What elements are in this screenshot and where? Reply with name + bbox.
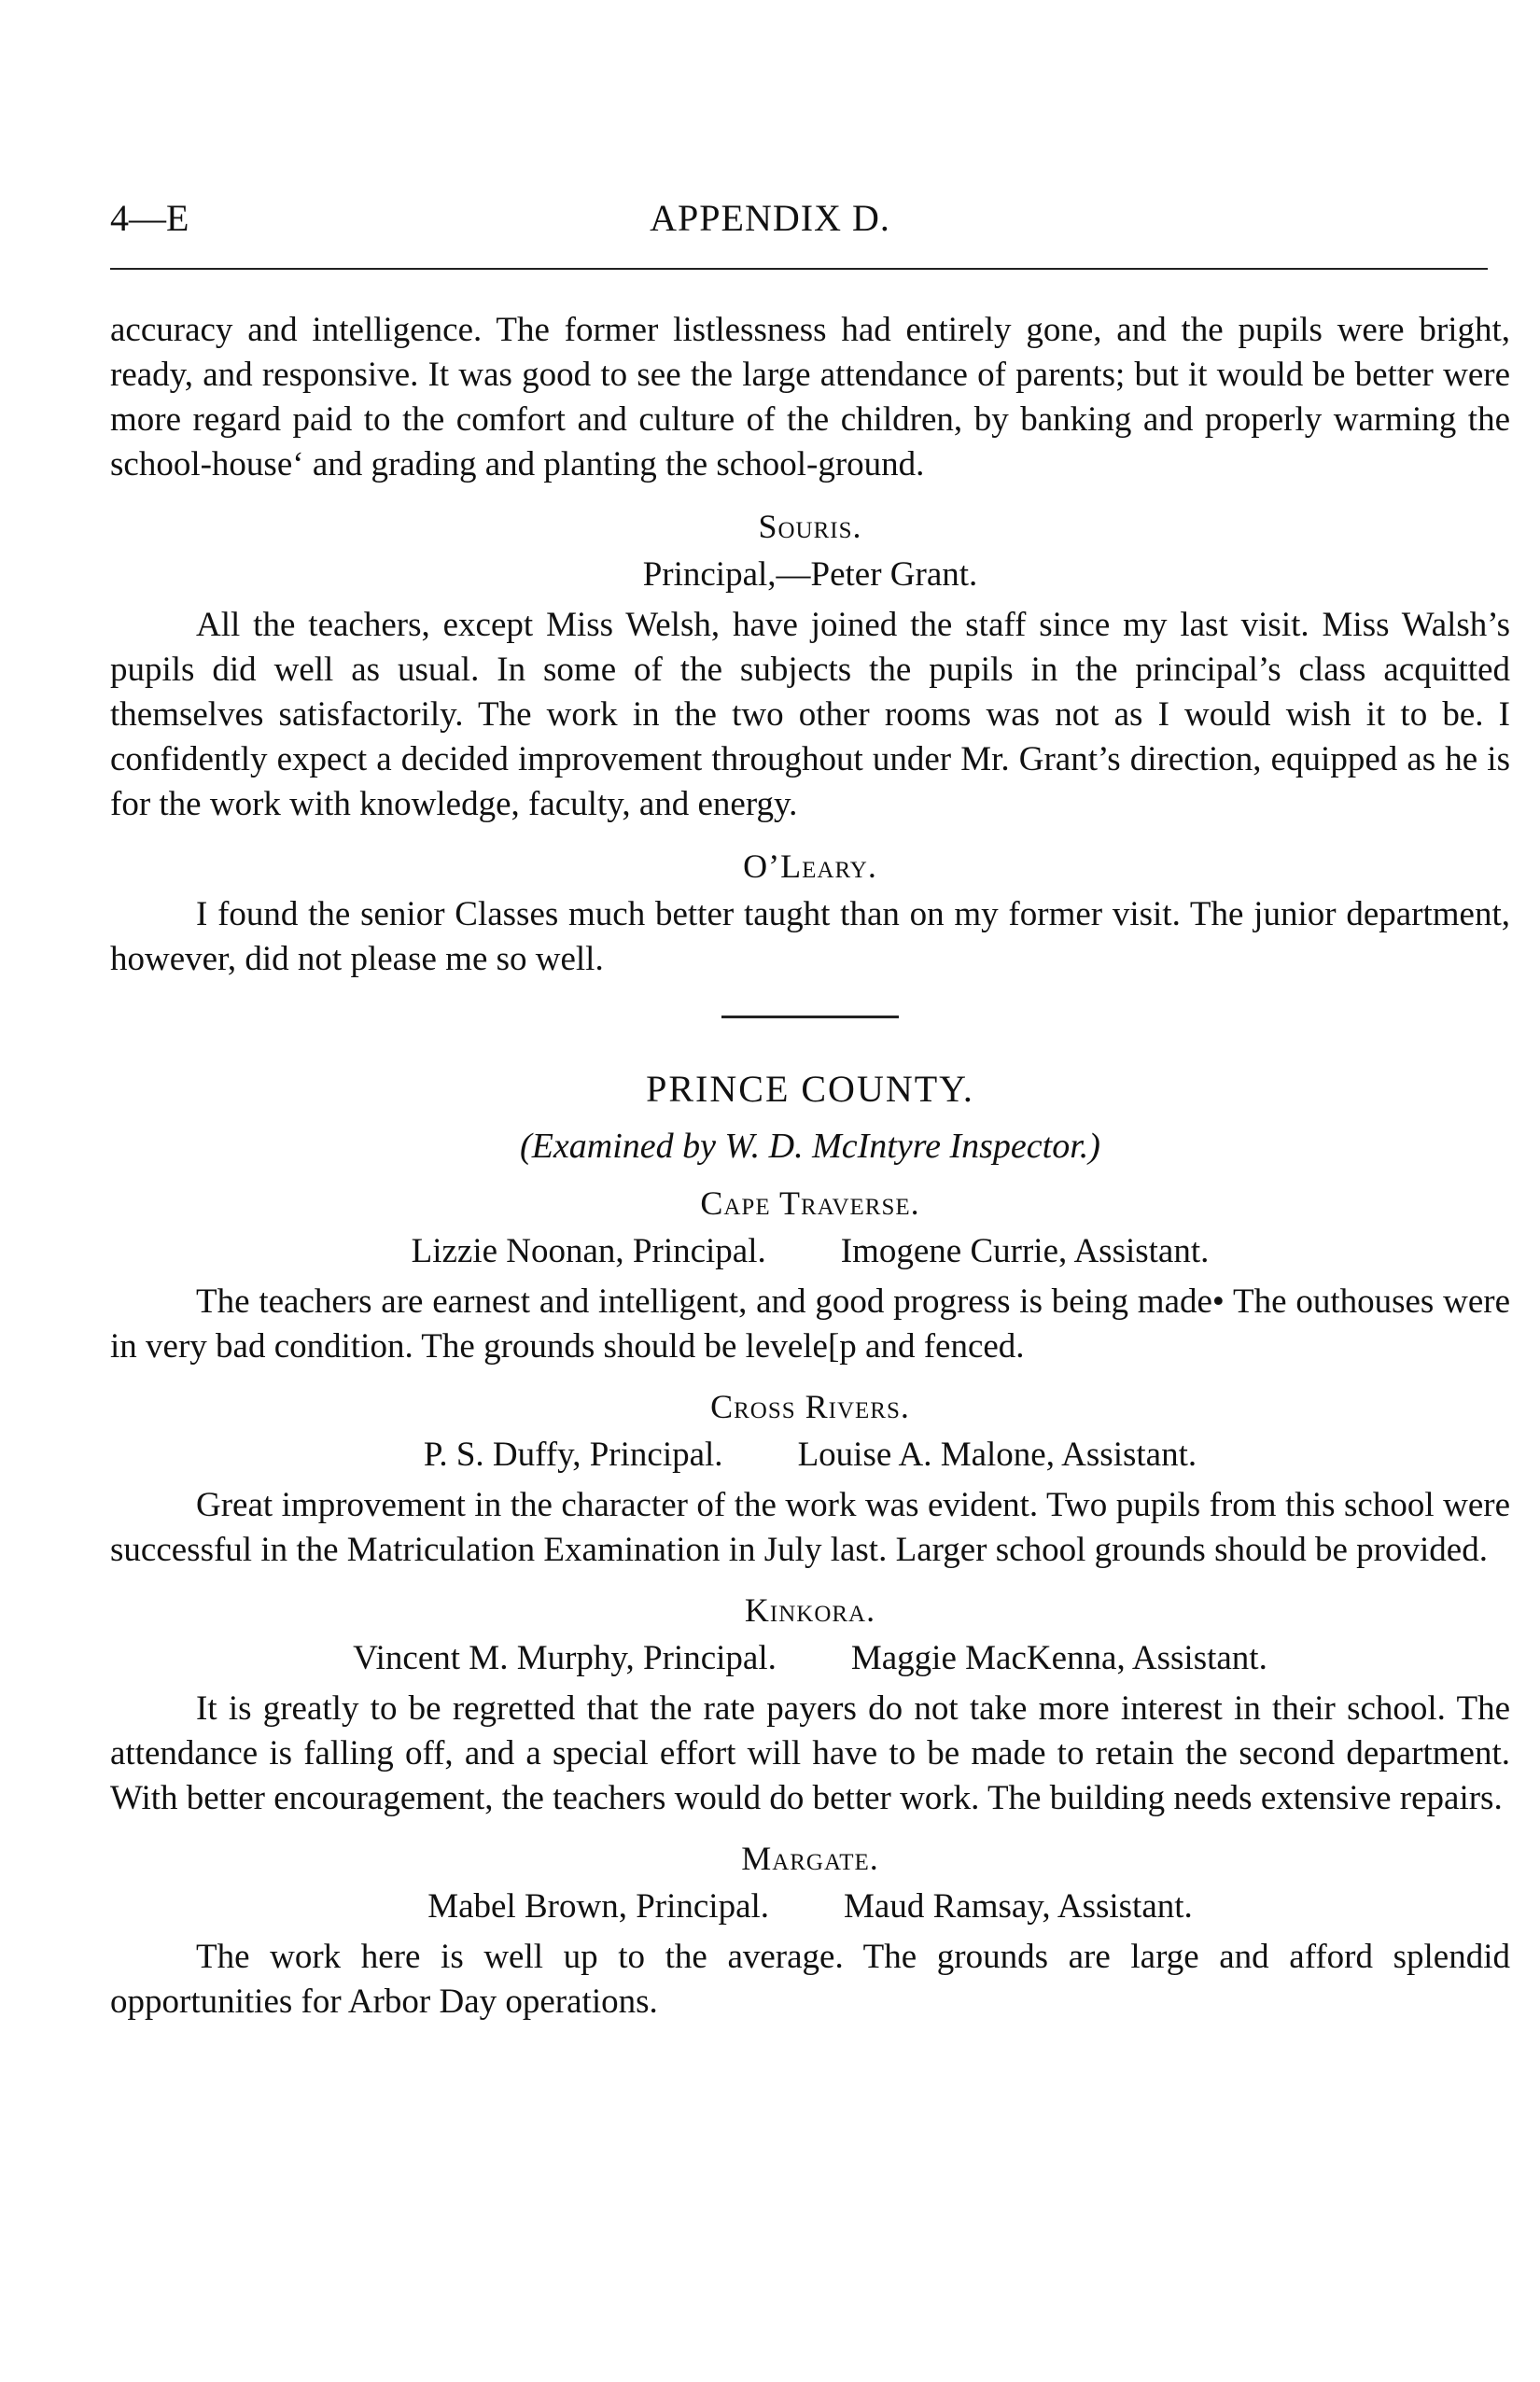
school-heading: Margate. — [741, 1840, 879, 1877]
section-heading-oleary: O’Leary. — [743, 848, 877, 885]
staff-line — [110, 1229, 1510, 1274]
school-heading: Cross Rivers. — [710, 1388, 910, 1425]
staff-line — [110, 1885, 1510, 1929]
school-paragraph: Great improvement in the character of the work was evident. Two pupils from this school were successful in the Matriculation Examination in July last. Larger school grounds should be provided. — [110, 1486, 1510, 1569]
page-header — [110, 187, 1430, 252]
principal-name: P. S. Duffy, Principal. — [423, 1436, 723, 1474]
assistant-name: Imogene Currie, Assistant. — [840, 1232, 1210, 1270]
paragraph-oleary: I found the senior Classes much better taught than on my former visit. The junior department, however, did not please me so well. — [110, 895, 1510, 978]
staff-line — [110, 1433, 1510, 1478]
examiner-line: (Examined by W. D. McIntyre Inspector.) — [520, 1127, 1100, 1166]
page-body — [110, 308, 1510, 2025]
school-paragraph: It is greatly to be regretted that the rate payers do not take more interest in their school. The attendance is falling off, and a special effort will have to be made to retain the second department. With better encouragement, the teachers would do better work. The building needs extensive repairs. — [110, 1689, 1510, 1817]
intro-paragraph: accuracy and intelligence. The former listlessness had entirely gone, and the pupils were bright, ready, and responsive. It was good to see the large attendance of parents; but it would be better were more regard paid to the comfort and culture of the children, by banking and properly warming the school-house‘ and grading and planting the school-ground. — [110, 311, 1510, 483]
principal-name: Vincent M. Murphy, Principal. — [353, 1639, 777, 1677]
county-title: PRINCE COUNTY. — [646, 1068, 974, 1110]
school-heading: Kinkora. — [744, 1591, 876, 1629]
assistant-name: Maud Ramsay, Assistant. — [844, 1887, 1193, 1926]
header-rule — [110, 268, 1488, 270]
principal-name: Lizzie Noonan, Principal. — [411, 1232, 766, 1270]
principal-name: Mabel Brown, Principal. — [427, 1887, 770, 1926]
page-number: 4—E — [110, 197, 189, 239]
school-paragraph: The work here is well up to the average. The grounds are large and afford splendid opportunities for Arbor Day operations. — [110, 1938, 1510, 2021]
school-paragraph: The teachers are earnest and intelligent, and good progress is being made• The outhouses were in very bad condition. The grounds should be levele[p and fenced. — [110, 1282, 1510, 1366]
staff-line-souris: Principal,—Peter Grant. — [642, 555, 978, 594]
section-heading-souris: Souris. — [758, 508, 862, 545]
staff-line — [110, 1636, 1510, 1681]
assistant-name: Maggie MacKenna, Assistant. — [850, 1639, 1267, 1677]
paragraph-souris: All the teachers, except Miss Welsh, have joined the staff since my last visit. Miss Walsh’s pupils did well as usual. In some of the subjects the pupils in the principal’s class acquitted themselves satisfactorily. The work in the two other rooms was not as I would wish it to be. I confidently expect a decided improvement throughout under Mr. Grant’s direction, equipped as he is for the work with knowledge, faculty, and energy. — [110, 606, 1510, 823]
assistant-name: Louise A. Malone, Assistant. — [797, 1436, 1197, 1474]
running-head: APPENDIX D. — [650, 197, 890, 239]
section-divider — [721, 1016, 899, 1018]
school-heading: Cape Traverse. — [700, 1184, 920, 1222]
